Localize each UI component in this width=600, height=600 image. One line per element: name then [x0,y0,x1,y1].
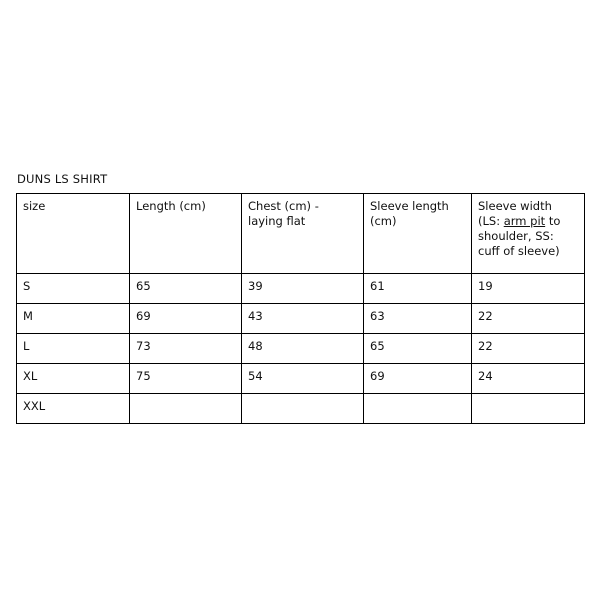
cell-sleeve-length: 65 [364,334,472,364]
cell-chest: 39 [242,274,364,304]
sleeve-width-underlined-term: arm pit [503,214,546,228]
cell-sleeve-length: 69 [364,364,472,394]
sleeve-width-line-2-post: to [545,214,561,228]
cell-sleeve-width [472,394,585,424]
cell-chest [242,394,364,424]
table-header-row [17,194,585,274]
cell-sleeve-length [364,394,472,424]
cell-length: 65 [130,274,242,304]
cell-sleeve-width: 24 [472,364,585,394]
sleeve-width-line-4: cuff of sleeve) [478,244,560,258]
cell-size: S [17,274,130,304]
table-row [17,334,585,364]
cell-length [130,394,242,424]
table-row [17,364,585,394]
sleeve-width-line-2-pre: (LS: [478,214,504,228]
cell-length: 75 [130,364,242,394]
size-chart-table [16,193,585,424]
cell-size: XXL [17,394,130,424]
cell-size: L [17,334,130,364]
cell-size: M [17,304,130,334]
cell-length: 73 [130,334,242,364]
table-row [17,274,585,304]
cell-sleeve-width: 22 [472,304,585,334]
column-header-size: size [17,194,130,274]
cell-chest: 48 [242,334,364,364]
table-row [17,304,585,334]
sleeve-width-line-1: Sleeve width [478,199,552,213]
sleeve-width-line-3: shoulder, SS: [478,229,554,243]
cell-chest: 43 [242,304,364,334]
cell-sleeve-width: 22 [472,334,585,364]
table-row [17,394,585,424]
cell-length: 69 [130,304,242,334]
column-header-sleeve-length: Sleeve length (cm) [364,194,472,274]
column-header-length: Length (cm) [130,194,242,274]
cell-chest: 54 [242,364,364,394]
cell-sleeve-length: 63 [364,304,472,334]
column-header-chest: Chest (cm) - laying flat [242,194,364,274]
cell-size: XL [17,364,130,394]
cell-sleeve-length: 61 [364,274,472,304]
column-header-sleeve-width [472,194,585,274]
cell-sleeve-width: 19 [472,274,585,304]
page-title: DUNS LS SHIRT [17,172,108,186]
